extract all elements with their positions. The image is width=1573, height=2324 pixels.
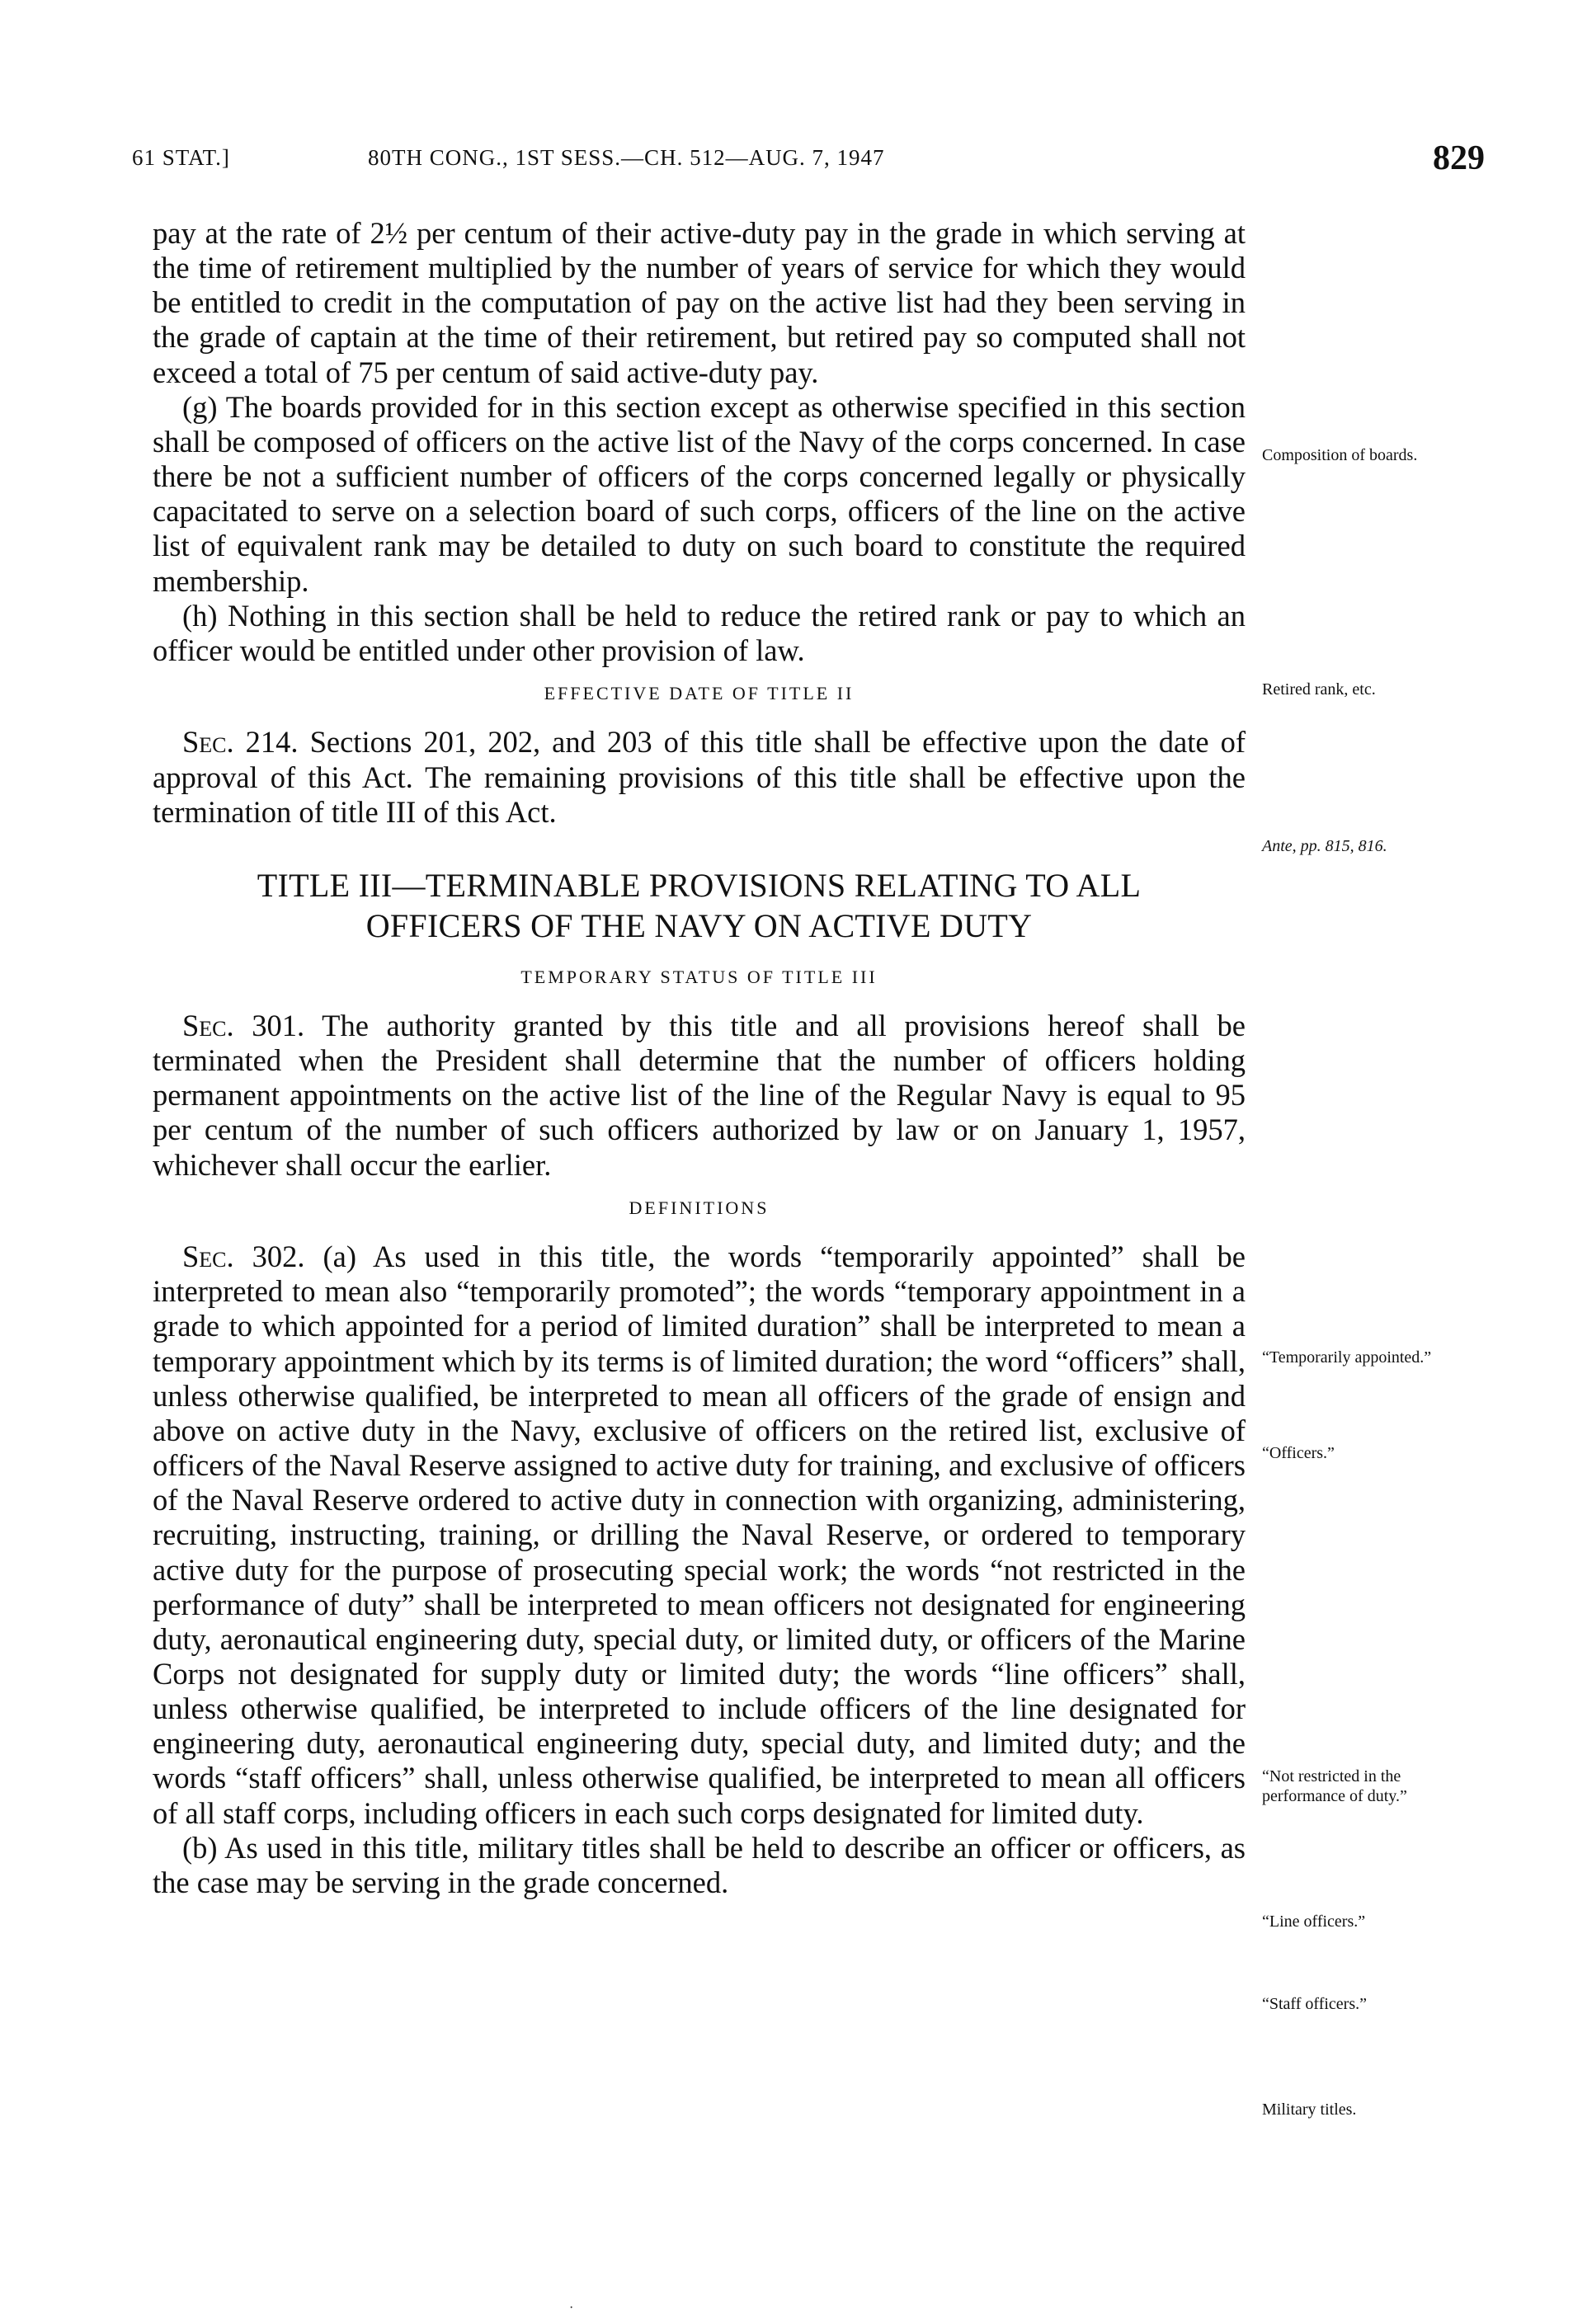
margin-note-not-restricted: “Not restricted in the performance of duty.” [1262, 1767, 1407, 1805]
paragraph-retired-pay: pay at the rate of 2½ per centum of their active-duty pay in the grade in which serving at the time of retirement multiplied by the number of years of service for which they would be entitled to credit in the computation of pay on the active list had they been serving in the grade of captain at the time of their retirement, but retired pay so computed shall not exceed a total of 75 per centum of said active-duty pay. [153, 216, 1246, 389]
page-number: 829 [1433, 139, 1485, 177]
section-214-text: Sections 201, 202, and 203 of this title shall be effective upon the date of approval of this Act. The remaining provisions of this title shall be effective upon the termination of title III of this Act. [153, 725, 1246, 829]
title-iii-line-2: OFFICERS OF THE NAVY ON ACTIVE DUTY [365, 906, 1033, 944]
margin-note-temporarily: “Temporarily appointed.” [1262, 1348, 1432, 1367]
section-302-text: (a) As used in this title, the words “temporarily appointed” shall be interpreted to mean also “temporarily promoted”; the words “temporary appointment in a grade to which appointed for a period of limited duration” shall be interpreted to mean a temporary appointment which by its terms is of limited duration; the word “officers” shall, unless otherwise qualified, be interpreted to mean all officers of the grade of ensign and above on active duty in the Navy, exclusive of officers on the retired list, exclusive of officers of the Naval Reserve assigned to active duty for training, and exclusive of officers of the Naval Reserve ordered to active duty in connection with organizing, administering, recruiting, instructing, training, or drilling the Naval Reserve, or ordered to temporary active duty for the purpose of prosecuting special work; the words “not restricted in the performance of duty” shall be interpreted to mean officers not designated for engineering duty, aeronautical engineering duty, special duty, or limited duty, or officers of the Marine Corps not designated for supply duty or limited duty; the words “line officers” shall, unless otherwise qualified, be interpreted to include officers of the line designated for engineering duty, aeronautical engineering duty, special duty, and limited duty; and the words “staff officers” shall, unless otherwise qualified, be interpreted to mean all officers of all staff corps, including officers in each such corps designated for limited duty. [153, 1240, 1246, 1830]
heading-effective-date: EFFECTIVE DATE OF TITLE II [544, 683, 855, 704]
title-iii-heading [153, 866, 1246, 947]
margin-note-composition: Composition of boards. [1262, 446, 1418, 464]
margin-note-line-officers: “Line officers.” [1262, 1912, 1366, 1931]
session-citation: 80TH CONG., 1ST SESS.—CH. 512—AUG. 7, 1947 [368, 145, 885, 170]
section-214-label: Sec. 214. [182, 725, 299, 760]
section-301-text: The authority granted by this title and all provisions hereof shall be terminated when the President shall determine that the number of officers holding permanent appointments on the active list of the line of the Regular Navy is equal to 95 per centum of the number of such officers authorized by law or on January 1, 1957, whichever shall occur the earlier. [153, 1008, 1246, 1182]
running-header [132, 139, 1485, 180]
margin-note-ante: Ante, pp. 815, 816. [1262, 837, 1387, 855]
stray-dot: · [569, 2301, 574, 2315]
margin-note-staff-officers: “Staff officers.” [1262, 1995, 1367, 2013]
section-214 [153, 725, 1246, 829]
margin-note-retired-rank: Retired rank, etc. [1262, 680, 1376, 699]
margin-note-officers: “Officers.” [1262, 1444, 1335, 1462]
heading-temporary-status: TEMPORARY STATUS OF TITLE III [520, 966, 878, 987]
section-301-label: Sec. 301. [182, 1008, 305, 1042]
paragraph-b-military-titles: (b) As used in this title, military titles shall be held to describe an officer or officers, as the case may be serving in the grade concerned. [153, 1830, 1246, 1899]
paragraph-h-retired-rank: (h) Nothing in this section shall be held to reduce the retired rank or pay to which an officer would be entitled under other provision of law. [153, 598, 1246, 667]
heading-definitions: DEFINITIONS [629, 1197, 770, 1218]
section-301 [153, 1009, 1246, 1183]
title-iii-line-1: TITLE III—TERMINABLE PROVISIONS RELATING TO ALL [257, 866, 1142, 904]
body-text [153, 216, 1246, 1900]
margin-note-military-titles: Military titles. [1262, 2101, 1357, 2119]
section-302 [153, 1240, 1246, 1831]
volume-citation: 61 STAT.] [132, 145, 230, 170]
section-302-label: Sec. 302. [182, 1240, 305, 1274]
paragraph-g-boards: (g) The boards provided for in this section except as otherwise specified in this section shall be composed of officers on the active list of the Navy of the corps concerned. In case there be not a sufficient number of officers of the corps concerned legally or physically capacitated to serve on a selection board of such corps, officers of the line on the active list of equivalent rank may be detailed to duty on such board to constitute the required membership. [153, 389, 1246, 598]
